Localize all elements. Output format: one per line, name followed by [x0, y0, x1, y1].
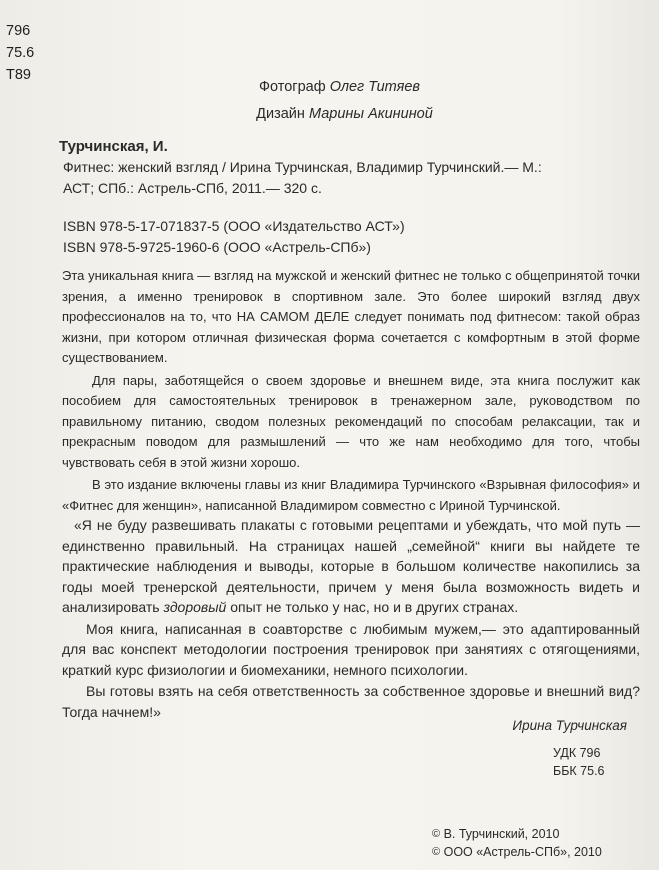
designer-name: Марины Акининой: [308, 106, 433, 122]
quote-paragraph: [62, 515, 640, 618]
signature: Ирина Турчинская: [512, 718, 627, 733]
isbn-block: [63, 216, 643, 258]
quote-paragraph: Моя книга, написанная в соавторстве с любимым мужем,— это адаптированный для вас конспект методологии построения тренировок при занятиях с отягощениями, краткий курс физиологии и биомеханики, немного психологии.: [62, 620, 640, 678]
annotation: [62, 266, 640, 516]
code-line: T89: [6, 67, 31, 83]
description-line: АСТ; СПб.: Астрель-СПб, 2011.— 320 с.: [63, 180, 322, 196]
annotation-paragraph: Для пары, заботящейся о своем здоровье и внешнем виде, эта книга послужит как пособием для самостоятельных тренировок в тренажерном зале, руководством по правильному питанию, сводом полезных рекомендаций по способам релаксации, так и прекрасным поводом для размышлений — что же нам необходимо для того, чтобы чувствовать себя в этой жизни хорошо.: [62, 372, 640, 470]
designer-role: Дизайн: [256, 106, 305, 122]
quote-emphasis: здоровый: [163, 599, 227, 615]
udk-code: УДК 796: [553, 746, 601, 760]
quote-text: опыт не только у нас, но и в других странах.: [226, 599, 519, 615]
bbk-code: ББК 75.6: [553, 764, 605, 778]
photographer-credit: [0, 74, 659, 101]
classification-codes: [553, 744, 605, 780]
copyright-symbol: ©: [432, 828, 441, 840]
copyright-line: [432, 825, 602, 843]
copyright-line: [432, 843, 602, 861]
annotation-paragraph: Эта уникальная книга — взгляд на мужской и женский фитнес не только с общепринятой точки зрения, а именно тренировок в спортивном зале. Это более широкий взгляд двух профессионалов на то, что НА САМОМ ДЕЛЕ следует понимать под фитнесом: такой образ жизни, при котором отличная физическая форма сочетается с комфортным в этой форме существованием.: [62, 268, 640, 365]
copyright-text: В. Турчинский, 2010: [443, 827, 560, 841]
code-line: 796: [6, 23, 31, 39]
photographer-name: Олег Титяев: [329, 79, 420, 95]
copyright-text: ООО «Астрель-СПб», 2010: [443, 845, 602, 859]
isbn-line: ISBN 978-5-9725-1960-6 (ООО «Астрель-СПб»): [63, 239, 371, 255]
description-line: Фитнес: женский взгляд / Ирина Турчинская, Владимир Турчинский.— М.:: [63, 159, 542, 175]
catalog-record: [59, 137, 643, 258]
isbn-line: ISBN 978-5-17-071837-5 (ООО «Издательство АСТ»): [63, 218, 405, 234]
catalog-description: [63, 157, 643, 199]
code-line: 75.6: [6, 45, 35, 61]
author-quote: [62, 515, 640, 722]
quote-paragraph: Вы готовы взять на себя ответственность за собственное здоровье и внешний вид? Тогда начнем!»: [62, 683, 640, 720]
quote-text: «Я не буду развешивать плакаты с готовыми рецептами и убеждать, что мой путь — единственно правильный. На страницах нашей „семейной“ книги вы найдете те практические наблюдения и выводы, которые в большом количестве накопились за годы моей тренерской деятельности, причем у меня была возможность видеть и анализировать: [62, 517, 640, 615]
copyright-symbol: ©: [432, 846, 441, 858]
designer-credit: [0, 101, 659, 128]
photographer-role: Фотограф: [259, 79, 326, 95]
credits: [0, 74, 659, 128]
annotation-paragraph: В это издание включены главы из книг Владимира Турчинского «Взрывная философия» и «Фитнес для женщин», написанной Владимиром совместно с Ириной Турчинской.: [62, 477, 640, 513]
copyright-block: [432, 825, 602, 861]
catalog-author: Турчинская, И.: [59, 138, 168, 155]
